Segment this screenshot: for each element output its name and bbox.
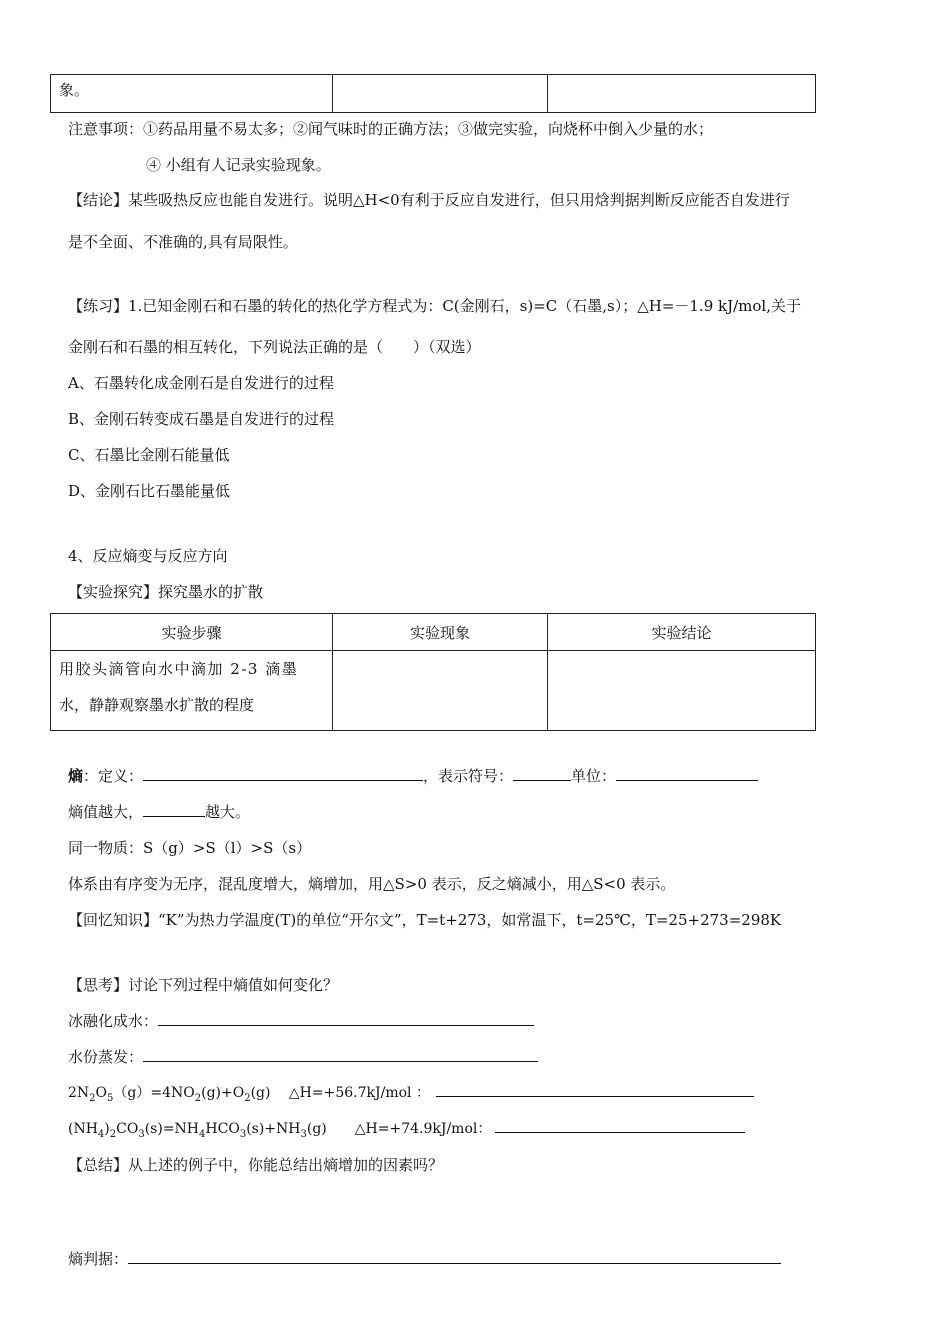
exercise-line-1: 【练习】1.已知金刚石和石墨的转化的热化学方程式为：C(金刚石，s)=C（石墨,s）；△H=－1.9 kJ/mol,关于 <box>68 297 801 315</box>
equation-2 <box>68 1121 492 1140</box>
unit-blank[interactable] <box>616 766 758 781</box>
exercise-line-2: 金刚石和石墨的相互转化，下列说法正确的是（ ）（双选） <box>68 338 481 356</box>
eq-text: (s)=NH <box>144 1121 200 1137</box>
equation-1-blank[interactable] <box>436 1082 754 1097</box>
eq-text: (g) △H=+74.9kJ/mol： <box>306 1121 492 1137</box>
eq-sub: 3 <box>300 1128 307 1140</box>
eq-sub: 3 <box>138 1128 145 1140</box>
top-table-cell <box>548 75 816 113</box>
step-line-1: 用胶头滴管向水中滴加 2-3 滴墨 <box>59 660 299 678</box>
ice-label: 冰融化成水： <box>68 1012 159 1030</box>
larger-prefix: 熵值越大， <box>68 803 144 821</box>
entropy-definition-row <box>68 765 758 786</box>
table-cell-phenomenon <box>333 651 548 731</box>
eq-sub: 4 <box>199 1128 206 1140</box>
notes-line-2: ④ 小组有人记录实验现象。 <box>146 156 331 174</box>
experiment-table <box>50 613 816 731</box>
conclusion-line-2: 是不全面、不准确的,具有局限性。 <box>68 233 298 251</box>
definition-blank[interactable] <box>143 766 423 781</box>
criterion-blank[interactable] <box>128 1249 781 1264</box>
criterion-label: 熵判据： <box>68 1250 129 1268</box>
unit-label: 单位： <box>571 767 617 785</box>
eq-sub: 2 <box>89 1092 96 1104</box>
symbol-blank[interactable] <box>513 766 571 781</box>
exercise-option-a: A、石墨转化成金刚石是自发进行的过程 <box>68 374 334 392</box>
ice-row <box>68 1010 534 1031</box>
definition-label: ：定义： <box>83 767 144 785</box>
larger-blank[interactable] <box>143 802 205 817</box>
entropy-larger-row <box>68 801 250 822</box>
equation-2-blank[interactable] <box>495 1118 745 1133</box>
eq-text: HCO <box>205 1121 240 1137</box>
table-header-phenomenon: 实验现象 <box>333 614 548 651</box>
top-table-cell: 象。 <box>51 75 333 113</box>
eq-sub: 3 <box>239 1128 247 1140</box>
exercise-option-d: D、金刚石比石墨能量低 <box>68 482 231 500</box>
symbol-label: ，表示符号： <box>423 767 514 785</box>
eq-sub: 2 <box>194 1092 202 1104</box>
equation-1-row <box>68 1082 754 1104</box>
water-row <box>68 1046 538 1067</box>
table-cell-result <box>548 651 816 731</box>
eq-sub: 2 <box>244 1092 251 1104</box>
eq-sub: 4 <box>97 1128 105 1140</box>
equation-1 <box>68 1085 430 1104</box>
system-disorder: 体系由有序变为无序，混乱度增大，熵增加，用△S>0 表示，反之熵减小，用△S<0 表示。 <box>68 875 676 893</box>
equation-2-row <box>68 1118 745 1140</box>
eq-text: (g)+O <box>201 1085 245 1101</box>
recall-knowledge: 【回忆知识】“K”为热力学温度(T)的单位“开尔文”，T=t+273，如常温下，t=25℃，T=25+273=298K <box>68 911 782 929</box>
entropy-term: 熵 <box>68 767 84 785</box>
eq-text: (NH <box>68 1121 98 1137</box>
conclusion-line-1: 【结论】某些吸热反应也能自发进行。说明△H<0有利于反应自发进行，但只用焓判据判断反应能否自发进行 <box>68 191 790 209</box>
top-table <box>50 74 816 113</box>
eq-text: O <box>95 1085 108 1101</box>
step-line-2: 水，静静观察墨水扩散的程度 <box>59 696 255 714</box>
eq-sub: 5 <box>107 1092 114 1104</box>
exercise-option-c: C、石墨比金刚石能量低 <box>68 446 230 464</box>
criterion-row <box>68 1248 781 1269</box>
think-heading: 【思考】讨论下列过程中熵值如何变化？ <box>68 976 339 994</box>
section-heading: 4、反应熵变与反应方向 <box>68 547 228 565</box>
eq-sub: 2 <box>109 1128 117 1140</box>
same-substance: 同一物质：S（g）>S（l）>S（s） <box>68 839 312 857</box>
larger-suffix: 越大。 <box>205 803 251 821</box>
eq-text: 2N <box>68 1085 90 1101</box>
summary: 【总结】从上述的例子中，你能总结出熵增加的因素吗？ <box>68 1156 444 1174</box>
experiment-heading: 【实验探究】探究墨水的扩散 <box>68 583 264 601</box>
top-table-cell <box>333 75 548 113</box>
table-cell-steps <box>51 651 333 731</box>
eq-text: ) <box>104 1121 110 1137</box>
water-label: 水份蒸发： <box>68 1048 144 1066</box>
exercise-option-b: B、金刚石转变成石墨是自发进行的过程 <box>68 410 335 428</box>
table-header-steps: 实验步骤 <box>51 614 333 651</box>
eq-text: CO <box>116 1121 139 1137</box>
water-blank[interactable] <box>143 1047 538 1062</box>
eq-text: (s)+NH <box>246 1121 301 1137</box>
notes-line-1: 注意事项：①药品用量不易太多；②闻气味时的正确方法；③做完实验，向烧杯中倒入少量的水； <box>68 120 714 138</box>
eq-text: （g）=4NO <box>113 1085 195 1101</box>
ice-blank[interactable] <box>158 1011 534 1026</box>
eq-text: (g) △H=+56.7kJ/mol ： <box>250 1085 430 1101</box>
table-header-conclusion: 实验结论 <box>548 614 816 651</box>
